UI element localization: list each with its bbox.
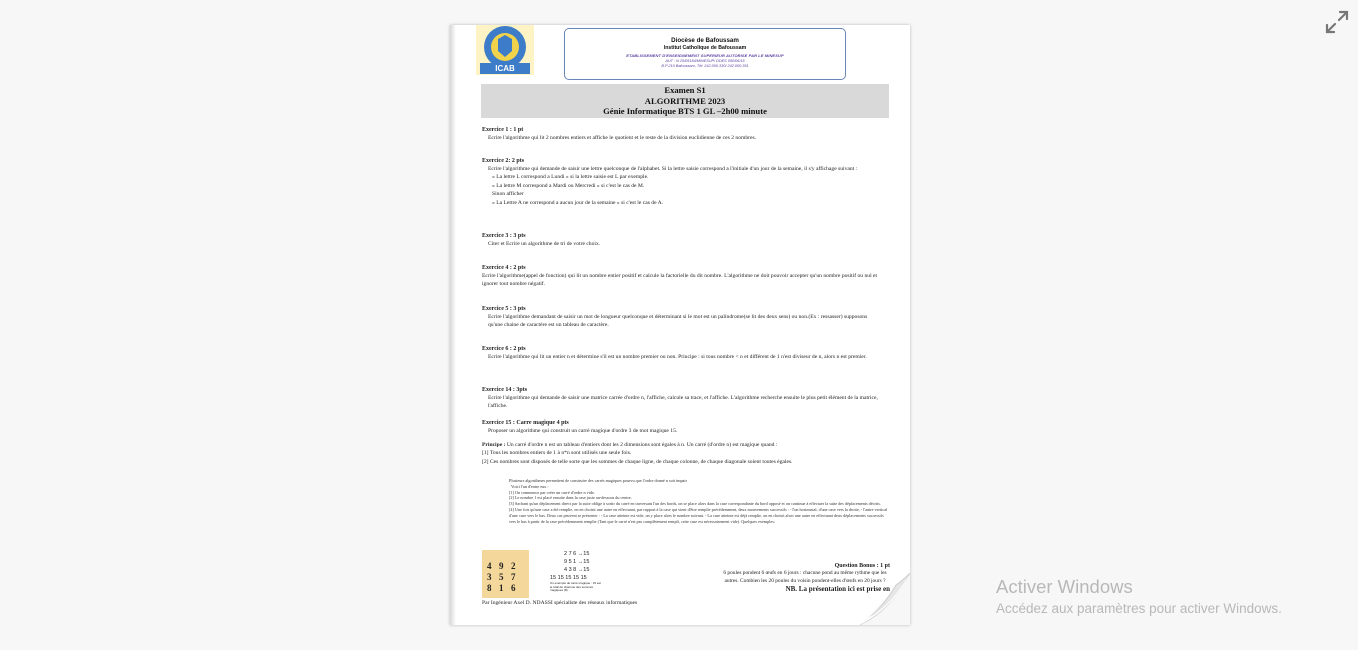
exam-subject: ALGORITHME 2023 bbox=[644, 95, 726, 106]
exercise-3 bbox=[482, 232, 882, 264]
institute-status: ETABLISSEMENT D'ENSEIGNEMENT SUPERIEUR AUTORISE PAR LE MINESUP bbox=[626, 53, 784, 58]
nb-note: NB. La présentation ici est prise en bbox=[785, 585, 890, 593]
algo-line: [4] Une fois qu'une case a été remplie, on en choisit une autre en effectuant, par rapport à la case qui vient d'être remplie précédemment, deux mouvements successifs : - l'un horizontal, d'une case vers la droite, - l'autre vertical d'une case vers le bas. Deux cas peuvent se présenter : - La case atteinte est vide, on y place alors le nombre suivant. - La case atteinte est déjà remplie, on en choisit alors une autre en effectuant deux déplacements successifs vers le bas à partir de la case précédemment remplie (Tant que le carré n'est pas complètement rempli, cette case est nécessairement vide). Quelques exemples: bbox=[509, 506, 888, 524]
exercise-4 bbox=[482, 264, 882, 305]
principe-text: Un carré d'ordre n est un tableau d'entiers dont les 2 dimensions sont égales à n. Un carré (d'ordre n) est magique quand : bbox=[506, 442, 778, 448]
author-credit: Par Ingénieur Axel D. NDASSI spécialiste des réseaux informatiques bbox=[482, 600, 638, 606]
bonus-text: 6 poules pondent 6 œufs en 6 jours : chacune pond au même rythme que les autres. Combien les 20 poules du voisin pondent-elles d'œufs en 20 jours ? bbox=[723, 570, 887, 584]
exercise-text: Ecrire l'algorithme qui lit un entier n et détermine s'il est un nombre premier ou non. Principe : si tous nombre < n et différent de 1 n'est diviseur de n, alors n est premier. bbox=[488, 354, 867, 360]
magic-cell: 8 bbox=[487, 583, 492, 593]
diocese-name: Diocèse de Bafoussam bbox=[671, 37, 739, 44]
bonus-question bbox=[650, 563, 890, 593]
exercise-title: Exercice 14 : 3pts bbox=[482, 387, 528, 393]
exercise-text: « La lettre L correspond a Lundi » si la lettre saisie est L par exemple. bbox=[492, 174, 649, 181]
algo-line: [2] Le nombre 1 est placé ensuite dans la case juste au-dessous du centre. bbox=[509, 495, 632, 501]
page-edge bbox=[450, 25, 456, 625]
principe-rule-2: [2] Ces nombres sont disposés de telle sorte que les sommes de chaque ligne, de chaque colonne, de chaque diagonale soient toutes égales. bbox=[482, 458, 793, 465]
magic-cell: 1 bbox=[499, 583, 504, 593]
algo-line: Voici l'un d'entre eux : bbox=[511, 483, 549, 489]
icab-logo bbox=[476, 25, 534, 75]
bonus-title: Question Bonus : 1 pt bbox=[834, 563, 890, 569]
algo-line: [1] On commence par créer un carré d'ordre n vide. bbox=[509, 489, 595, 495]
magic-cell: 6 bbox=[511, 583, 516, 593]
exercise-title: Exercice 5 : 3 pts bbox=[482, 306, 526, 312]
magic-square-image bbox=[482, 550, 529, 598]
contact-info: B.P 210 Bafoussam, Tél: 242.000.330/ 242.000.351 bbox=[661, 64, 749, 68]
sum-row: 4 3 8 →15 bbox=[564, 567, 590, 573]
exercise-text: Ecrire l'algorithme(appel de fonction) qui lit un nombre entier positif et calcule la factorielle du dit nombre. L'algorithme ne doit pouvoir accepter qu'un nombre positif ou nul et ignorer tout nombre négatif. bbox=[482, 273, 878, 288]
magic-cell: 5 bbox=[499, 572, 504, 582]
algo-line: Plusieurs algorithmes permettent de construire des carrés magiques pourvu que l'ordre donné n soit impair bbox=[509, 478, 687, 483]
exercises-list bbox=[482, 126, 882, 466]
magic-cell: 2 bbox=[511, 561, 516, 571]
principe-label: Principe : bbox=[482, 442, 506, 448]
exercise-5 bbox=[482, 305, 882, 345]
exam-title-band bbox=[481, 84, 889, 118]
exercise-title: Exercice 1 : 1 pt bbox=[482, 127, 524, 133]
magic-cell: 4 bbox=[487, 561, 492, 571]
algorithm-description bbox=[509, 478, 889, 524]
exercise-text: Ecrire l'algorithme qui demande de saisir une lettre quelconque de l'alphabet. Si la lettre saisie correspond a l'initiale d'un jour de la semaine, il s'y affichage suivant : bbox=[488, 166, 858, 172]
watermark-title: Activer Windows bbox=[996, 576, 1133, 597]
exam-title: Examen S1 bbox=[664, 85, 706, 95]
sum-row: 9 5 1 →15 bbox=[564, 559, 590, 565]
exercise-text: Citer et Ecrire un algorithme de tri de votre choix. bbox=[488, 241, 601, 247]
exercise-title: Exercice 6 : 2 pts bbox=[482, 346, 526, 352]
principe-rule-1: [1] Tous les nombres entiers de 1 à n*n sont utilisés une seule fois. bbox=[482, 450, 632, 457]
windows-activation-watermark bbox=[996, 576, 1282, 616]
exercise-14 bbox=[482, 386, 882, 419]
algo-line: [3] Sachant qu'un déplacement direct par la suite oblige à sortir du carré en traversant l'un des bords, on se place alors dans la case correspondante du bord opposé et on continue à effectuer la suite des déplacements décrits. bbox=[509, 501, 881, 507]
magic-cell: 7 bbox=[511, 572, 516, 582]
exercise-text: Ecrire l'algorithme demandant de saisir un mot de longueur quelconque et déterminant si le mot est un palindrome(se lit des deux sens) ou non.(Ex : ressasser) supposons qu'une chaine de caractère est un tableau de caractère. bbox=[488, 314, 868, 329]
exercise-15 bbox=[482, 419, 882, 441]
exam-class: Génie Informatique BTS 1 GL –2h00 minute bbox=[603, 106, 767, 116]
exercise-text: Ecrire l'algorithme qui lit 2 nombres entiers et affiche le quotient et le reste de la division euclidienne de ces 2 nombres. bbox=[488, 135, 757, 141]
exercise-1 bbox=[482, 126, 882, 157]
exercise-2 bbox=[482, 157, 882, 232]
magic-cell: 3 bbox=[487, 572, 492, 582]
document-page bbox=[450, 25, 910, 625]
sum-bottom: 15 15 15 15 15 bbox=[550, 575, 587, 581]
exercise-text: « La lettre M correspond a Mardi ou Mercredi » si c'est le cas de M. bbox=[492, 182, 645, 189]
sum-row: 2 7 6 →15 bbox=[564, 551, 590, 557]
exercise-text: Proposer un algorithme qui construit un carré magique d'ordre 3 de mot magique 15. bbox=[488, 428, 678, 434]
magic-sum-table bbox=[550, 550, 604, 600]
authorization-number: AUT : N 25/05184/MINESUP/ DDES 050/06/15 bbox=[665, 59, 745, 63]
exercise-title: Exercice 15 : Carre magique 4 pts bbox=[482, 420, 569, 426]
institute-name: Institut Catholique de Bafoussam bbox=[663, 45, 747, 51]
exercise-title: Exercice 2: 2 pts bbox=[482, 158, 525, 164]
exercise-title: Exercice 4 : 2 pts bbox=[482, 265, 526, 271]
exercise-text: « La Lettre A ne correspond a aucun jour de la semaine » si c'est le cas de A. bbox=[492, 199, 664, 206]
sum-caption: Un exemple de carré magique : 15 est le total de chacune des sommes magiques (8). bbox=[550, 581, 601, 593]
institution-header bbox=[564, 28, 846, 80]
logo-text: ICAB bbox=[495, 64, 515, 73]
page-curl-icon[interactable] bbox=[860, 573, 910, 625]
exercise-text: Sinon afficher bbox=[492, 191, 524, 198]
watermark-subtitle: Accédez aux paramètres pour activer Windows. bbox=[996, 601, 1282, 616]
exercise-title: Exercice 3 : 3 pts bbox=[482, 233, 526, 239]
exercise-text: Ecrire l'algorithme qui demande de saisir une matrice carrée d'ordre n, l'affiche, calcule sa trace, et l'affiche. L'algorithme recherche ensuite le plus petit élément de la matrice, l'affiche. bbox=[488, 395, 878, 410]
exercise-6 bbox=[482, 345, 882, 386]
magic-cell: 9 bbox=[499, 561, 504, 571]
principe bbox=[482, 441, 882, 466]
expand-icon[interactable] bbox=[1324, 9, 1350, 35]
